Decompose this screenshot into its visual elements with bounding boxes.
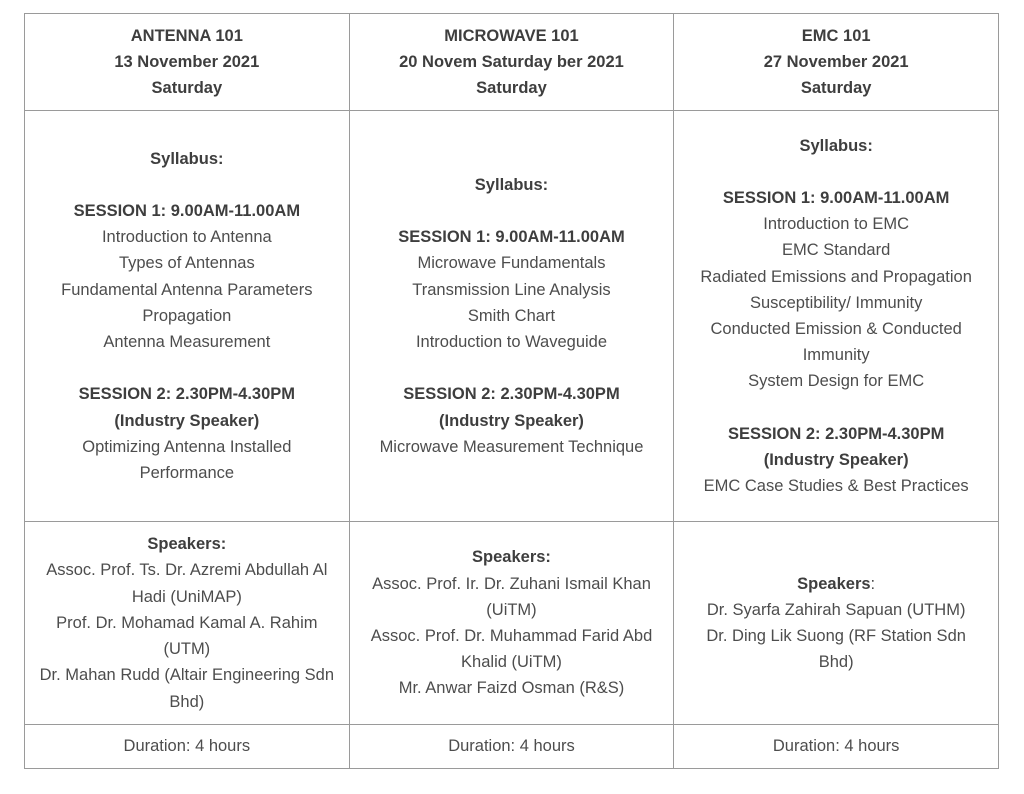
- session1-topic: Fundamental Antenna Parameters: [61, 280, 313, 299]
- speaker-line: Prof. Dr. Mohamad Kamal A. Rahim: [56, 613, 318, 632]
- course-schedule-table: [24, 13, 999, 769]
- session2-label: SESSION 2: 2.30PM-4.30PM: [403, 385, 620, 404]
- spacer: [684, 395, 988, 421]
- session2-label: SESSION 2: 2.30PM-4.30PM: [78, 385, 296, 404]
- speaker-line: Hadi (UniMAP): [131, 587, 242, 606]
- syllabus-label: Syllabus:: [150, 149, 224, 168]
- speakers-cell-antenna: [25, 522, 350, 725]
- session1-topic: Antenna Measurement: [103, 333, 271, 352]
- course-header-antenna: [25, 14, 350, 111]
- speaker-line: Dr. Syarfa Zahirah Sapuan (UTHM): [706, 600, 966, 619]
- session2-note: (Industry Speaker): [114, 411, 260, 430]
- speakers-row: [25, 522, 999, 725]
- course-day: Saturday: [151, 79, 223, 98]
- speakers-label: Speakers:: [147, 535, 227, 554]
- spacer: [35, 172, 339, 198]
- speaker-line: Assoc. Prof. Dr. Muhammad Farid Abd: [370, 627, 653, 645]
- session2-topic: EMC Case Studies & Best Practices: [703, 477, 969, 496]
- speakers-cell-microwave: [349, 522, 674, 725]
- spacer: [35, 355, 339, 381]
- course-day: Saturday: [476, 79, 547, 98]
- session2-topic: Performance: [139, 463, 235, 482]
- session1-topic: Propagation: [142, 306, 232, 325]
- course-date: 20 Novem Saturday ber 2021: [399, 52, 624, 71]
- speakers-label: Speakers:: [472, 548, 551, 567]
- speaker-line: Dr. Ding Lik Suong (RF Station Sdn: [706, 627, 966, 645]
- session2-topic: Microwave Measurement Technique: [379, 437, 644, 456]
- session1-topic: System Design for EMC: [748, 372, 925, 391]
- session1-topic: Immunity: [802, 346, 870, 365]
- session1-topic: Microwave Fundamentals: [417, 254, 606, 273]
- session2-note: (Industry Speaker): [439, 411, 584, 430]
- speaker-line: Assoc. Prof. Ts. Dr. Azremi Abdullah Al: [46, 561, 328, 580]
- course-date: 27 November 2021: [763, 52, 909, 71]
- speakers-cell-emc: [674, 522, 999, 725]
- syllabus-label: Syllabus:: [799, 136, 873, 155]
- course-title: MICROWAVE 101: [444, 26, 579, 45]
- speakers-colon: :: [870, 574, 876, 593]
- spacer: [360, 355, 664, 381]
- speakers-heading: [684, 571, 988, 597]
- speaker-line: Bhd): [169, 692, 205, 711]
- syllabus-cell-microwave: [349, 111, 674, 522]
- session1-topic: EMC Standard: [782, 241, 891, 260]
- course-header-emc: [674, 14, 999, 111]
- course-date: 13 November 2021: [114, 52, 260, 71]
- duration-row: [25, 725, 999, 769]
- speaker-line: (UiTM): [486, 600, 537, 619]
- speaker-line: Dr. Mahan Rudd (Altair Engineering Sdn: [39, 666, 335, 685]
- speaker-line: Assoc. Prof. Ir. Dr. Zuhani Ismail Khan: [372, 574, 651, 593]
- speaker-line: Mr. Anwar Faizd Osman (R&S): [398, 679, 625, 698]
- session1-topic: Susceptibility/ Immunity: [749, 293, 923, 312]
- speaker-line: Bhd): [818, 653, 854, 672]
- session2-label: SESSION 2: 2.30PM-4.30PM: [727, 424, 945, 443]
- course-day: Saturday: [800, 79, 872, 98]
- speaker-line: Khalid (UiTM): [461, 653, 562, 672]
- duration-cell-antenna: Duration: 4 hours: [25, 725, 350, 769]
- session1-topic: Transmission Line Analysis: [412, 280, 611, 299]
- session2-topic: Optimizing Antenna Installed: [82, 437, 292, 456]
- session1-label: SESSION 1: 9.00AM-11.00AM: [73, 202, 301, 221]
- session1-label: SESSION 1: 9.00AM-11.00AM: [398, 228, 625, 247]
- duration-cell-microwave: Duration: 4 hours: [349, 725, 674, 769]
- session1-topic: Introduction to Antenna: [101, 228, 272, 247]
- course-title: ANTENNA 101: [130, 26, 243, 45]
- session1-topic: Smith Chart: [467, 306, 556, 325]
- syllabus-label: Syllabus:: [474, 176, 549, 195]
- spacer: [360, 198, 664, 224]
- speaker-line: (UTM): [163, 640, 211, 659]
- syllabus-cell-emc: [674, 111, 999, 522]
- syllabus-row: [25, 111, 999, 522]
- header-row: [25, 14, 999, 111]
- session1-topic: Introduction to EMC: [763, 215, 910, 234]
- course-header-microwave: [349, 14, 674, 111]
- session1-topic: Conducted Emission & Conducted: [710, 320, 962, 338]
- session1-topic: Radiated Emissions and Propagation: [700, 267, 972, 286]
- spacer: [684, 159, 988, 185]
- session2-note: (Industry Speaker): [763, 450, 909, 469]
- duration-cell-emc: Duration: 4 hours: [674, 725, 999, 769]
- syllabus-cell-antenna: [25, 111, 350, 522]
- session1-topic: Introduction to Waveguide: [415, 333, 608, 352]
- course-title: EMC 101: [801, 26, 871, 45]
- session1-label: SESSION 1: 9.00AM-11.00AM: [722, 188, 950, 207]
- speakers-label: Speakers: [797, 574, 871, 593]
- session1-topic: Types of Antennas: [118, 254, 255, 273]
